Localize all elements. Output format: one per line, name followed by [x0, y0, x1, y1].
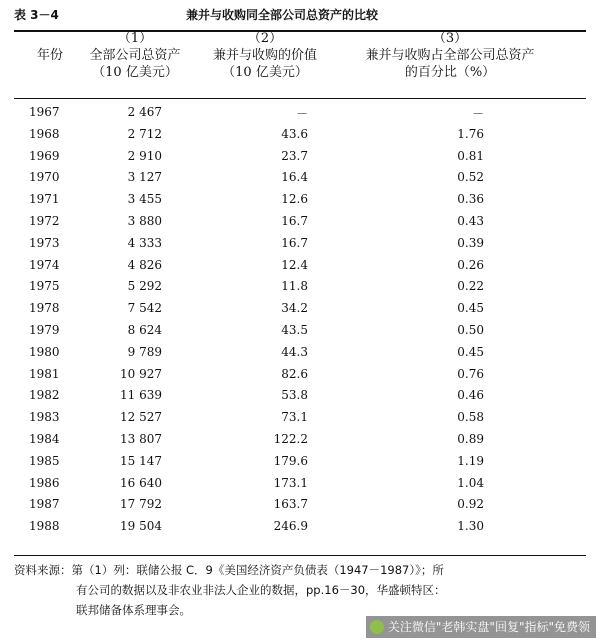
cell-year: 1982	[29, 388, 60, 403]
header-col2	[200, 30, 330, 81]
header-col3-unit: 的百分比（%）	[404, 65, 496, 80]
table-row	[0, 255, 600, 277]
cell-year: 1979	[29, 322, 60, 337]
cell-ma-value: 34.2	[281, 301, 308, 316]
cell-ma-percent: 0.81	[457, 148, 484, 163]
cell-total-assets: 10 927	[120, 366, 162, 381]
table-row	[0, 385, 600, 407]
cell-total-assets: 2 910	[127, 148, 162, 163]
cell-ma-value: 82.6	[281, 366, 308, 381]
cell-year: 1981	[29, 366, 60, 381]
cell-year: 1972	[29, 213, 60, 228]
cell-ma-percent: －	[471, 107, 484, 121]
cell-ma-percent: 0.26	[457, 257, 484, 272]
table-row	[0, 276, 600, 298]
wechat-icon	[370, 620, 384, 634]
cell-ma-percent: 0.89	[457, 431, 484, 446]
cell-ma-percent: 0.43	[457, 213, 484, 228]
cell-year: 1986	[29, 475, 60, 490]
cell-ma-value: 246.9	[273, 519, 308, 534]
header-col1-number: （1）	[117, 31, 153, 46]
cell-total-assets: 19 504	[120, 519, 162, 534]
cell-total-assets: 11 639	[120, 388, 162, 403]
table-row	[0, 494, 600, 516]
source-line: 有公司的数据以及非农业非法人企业的数据，pp.16－30，华盛顿特区：	[76, 583, 446, 597]
watermark-text: 关注微信"老韩实盘"回复"指标"免费领	[387, 620, 590, 634]
cell-year: 1970	[29, 170, 60, 185]
table-row	[0, 211, 600, 233]
header-year	[30, 47, 70, 64]
cell-year: 1985	[29, 453, 60, 468]
cell-total-assets: 3 127	[127, 170, 162, 185]
table-row	[0, 146, 600, 168]
bottom-rule	[14, 555, 586, 556]
cell-year: 1984	[29, 431, 60, 446]
cell-ma-percent: 1.30	[457, 519, 484, 534]
source-note	[14, 560, 586, 620]
table-number: 表 3－4	[14, 8, 59, 22]
table-row	[0, 364, 600, 386]
cell-ma-value: 163.7	[273, 497, 308, 512]
cell-total-assets: 12 527	[120, 410, 162, 425]
cell-total-assets: 16 640	[120, 475, 162, 490]
cell-ma-value: 23.7	[281, 148, 308, 163]
cell-ma-value: 12.6	[281, 192, 308, 207]
cell-ma-value: 173.1	[273, 475, 308, 490]
cell-ma-percent: 0.36	[457, 192, 484, 207]
table-row	[0, 407, 600, 429]
cell-ma-value: 43.6	[281, 126, 308, 141]
cell-total-assets: 4 826	[127, 257, 162, 272]
header-col3-number: （3）	[432, 31, 468, 46]
cell-year: 1988	[29, 519, 60, 534]
header-col1-unit: （10 亿美元）	[92, 65, 178, 80]
cell-total-assets: 7 542	[127, 301, 162, 316]
cell-year: 1975	[29, 279, 60, 294]
cell-ma-value: 122.2	[273, 431, 308, 446]
cell-total-assets: 8 624	[127, 322, 162, 337]
cell-ma-percent: 0.22	[457, 279, 484, 294]
table-row	[0, 473, 600, 495]
cell-year: 1968	[29, 126, 60, 141]
header-col3	[345, 30, 555, 81]
header-col2-number: （2）	[247, 31, 283, 46]
cell-ma-percent: 0.39	[457, 235, 484, 250]
table-row	[0, 189, 600, 211]
cell-total-assets: 9 789	[127, 344, 162, 359]
cell-ma-value: 16.4	[281, 170, 308, 185]
cell-ma-value: 44.3	[281, 344, 308, 359]
cell-ma-value: 43.5	[281, 322, 308, 337]
cell-ma-percent: 0.46	[457, 388, 484, 403]
cell-ma-percent: 0.52	[457, 170, 484, 185]
table-row	[0, 167, 600, 189]
cell-year: 1967	[29, 105, 60, 119]
table-caption: 兼并与收购同全部公司总资产的比较	[186, 8, 379, 22]
table-row	[0, 102, 600, 124]
table-title	[14, 6, 586, 26]
cell-ma-value: 11.8	[281, 279, 308, 294]
cell-ma-percent: 1.04	[457, 475, 484, 490]
table-row	[0, 320, 600, 342]
table-row	[0, 516, 600, 538]
cell-total-assets: 3 455	[127, 192, 162, 207]
table-row	[0, 342, 600, 364]
table-body	[0, 102, 600, 538]
table-row	[0, 451, 600, 473]
cell-year: 1980	[29, 344, 60, 359]
cell-ma-value: 16.7	[281, 213, 308, 228]
cell-year: 1971	[29, 192, 60, 207]
cell-ma-value: 179.6	[273, 453, 308, 468]
cell-total-assets: 3 880	[127, 213, 162, 228]
cell-ma-percent: 0.58	[457, 410, 484, 425]
cell-year: 1978	[29, 301, 60, 316]
header-col1	[70, 30, 200, 81]
cell-total-assets: 5 292	[127, 279, 162, 294]
cell-year: 1983	[29, 410, 60, 425]
header-year-text: 年份	[36, 48, 63, 63]
cell-total-assets: 4 333	[127, 235, 162, 250]
cell-ma-percent: 0.92	[457, 497, 484, 512]
source-line: 资料来源：第（1）列：联储公报 C．9《美国经济资产负债表（1947－1987）》；所	[14, 563, 444, 577]
table-row	[0, 298, 600, 320]
cell-total-assets: 17 792	[120, 497, 162, 512]
cell-ma-value: 73.1	[281, 410, 308, 425]
watermark-banner	[366, 616, 596, 638]
cell-ma-value: 16.7	[281, 235, 308, 250]
cell-ma-percent: 0.76	[457, 366, 484, 381]
table-row	[0, 124, 600, 146]
header-rule	[14, 98, 586, 99]
cell-total-assets: 13 807	[120, 431, 162, 446]
cell-total-assets: 2 712	[127, 126, 162, 141]
cell-ma-value: 53.8	[281, 388, 308, 403]
header-col2-unit: （10 亿美元）	[222, 65, 308, 80]
cell-ma-percent: 0.45	[457, 301, 484, 316]
header-col3-label: 兼并与收购占全部公司总资产	[365, 48, 535, 63]
cell-ma-value: 12.4	[281, 257, 308, 272]
cell-total-assets: 2 467	[127, 105, 162, 119]
cell-year: 1987	[29, 497, 60, 512]
table-row	[0, 429, 600, 451]
cell-year: 1973	[29, 235, 60, 250]
cell-ma-percent: 1.76	[457, 126, 484, 141]
cell-ma-percent: 1.19	[457, 453, 484, 468]
table-row	[0, 233, 600, 255]
cell-year: 1974	[29, 257, 60, 272]
cell-total-assets: 15 147	[120, 453, 162, 468]
cell-ma-percent: 0.50	[457, 322, 484, 337]
cell-ma-percent: 0.45	[457, 344, 484, 359]
header-col1-label: 全部公司总资产	[89, 48, 181, 63]
source-line: 联邦储备体系理事会。	[76, 603, 191, 617]
cell-year: 1969	[29, 148, 60, 163]
cell-ma-value: －	[295, 107, 308, 121]
header-col2-label: 兼并与收购的价值	[212, 48, 317, 63]
